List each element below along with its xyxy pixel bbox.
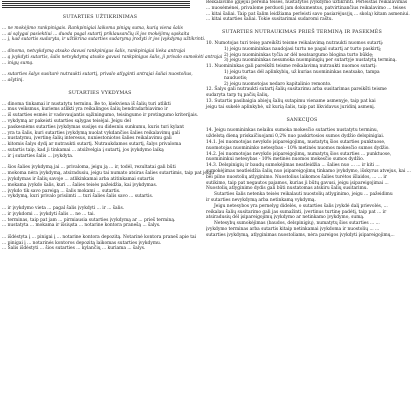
text-line: 14.1. Jei nuomotojas nevykdo įsipareigojimų, nustatytų šios sutarties punktuose, — [206, 139, 386, 145]
text-line: 14. Jeigu nuomininkas nelaiku sumoka mokesčio sutarties nustatytu terminu, — [206, 128, 379, 134]
section-heading-uztikrinimas: SUTARTIES UŽTIKRINIMAS — [62, 15, 138, 20]
text-line: ... sutartis taip, kad ji tinkamai ... atsižvelgia į sutartį, jos įvykdymo laiką — [2, 147, 164, 153]
text-line: 2) jeigu nuomotojas nedaro kapitalinio remonto. — [224, 81, 332, 87]
text-line: ... dinoma tinkamai ir nustatytu terminu. Be to, kiekviena iš šalių turi atlikti — [2, 101, 171, 107]
text-line: jeigu tai sukelė aplinkybė, už kurią šalis, taip pat likvidavus juridinį asmenį. — [206, 104, 376, 110]
ruled-line — [2, 5, 190, 6]
text-line: ... įvykdo tik savo pareigą ... šalis mokami ... sutartis. — [2, 188, 121, 194]
text-line: 3) jeigu nuomininkas nesumoka nuompinigių per sutartyje nustatytą terminą. — [224, 58, 397, 64]
text-line: bei pilno nuostolių atlyginimo. Nuostolius laikomos šalies turėtos išlaidos, ... ... ir — [206, 174, 387, 180]
text-line: ... mokoma nėra įvykdymą, atsiradusiu, jeigu tai numato atsiras šalies sutartimis, taip pat jeigu — [2, 171, 215, 177]
text-line: ... inigų sumą. — [2, 60, 34, 66]
section-heading-vykdymas: SUTARTIES VYKDYMAS — [68, 90, 132, 96]
text-line: nuomotojas nuomininko netesybas - 10% metinės nuomos mokesčio sumos dydžio. — [206, 145, 390, 151]
text-line: ... ir įvykdymo vieta ... pagal šalis įvykdyti ... ir ... šalis. — [2, 205, 125, 211]
text-line: uždelstą dieną priskaičiuojami 0,2% nuo paskirtosios sumos dydžio delspinigiai. — [206, 134, 385, 140]
ruled-line — [2, 7, 190, 8]
text-line: atsiradusių dėl įsipareigojimų įvykdymo ar netinkamo įvykdymo, sumą. — [206, 215, 365, 221]
section-heading-nutraukimas: SUTARTIES NUTRAUKIMAS PRIEŠ TERMINĄ IR PASEKMĖS — [222, 30, 382, 36]
text-line: ... iš sutarties esmės ir vadovaujantis sąžiningumo, teisingumo ir protingumo kriterijais. — [2, 113, 199, 119]
text-line: ... šios šalies įvykdymą jai ... privaloma, jeigu ją ... ir, todėl, rezultatai gali būti — [2, 165, 176, 171]
text-line: ... pinigai į ... notarinės kontoros depozitą laikomas sutarties įvykdymu. — [2, 240, 162, 246]
text-line: ... mokama įvykdo šalis, kuri ... šalies teisės pažeidžia, kai įvykdymas. — [2, 182, 158, 188]
text-line: ... paskesnėms sutarties įvykdymas susijęs su didesniu sunkumu, kuris turi kylant — [2, 124, 184, 130]
text-line: ... ašytinį. — [2, 77, 24, 83]
nutraukimas-text — [206, 41, 398, 111]
text-line: Netesybų sumokėjimas (baudos, delspinigių), numatytų šios sutarties ... ... — [214, 221, 380, 227]
text-line: Jeigu netesybos yra pernelyg didelės, o sutarties šalis įvykdė dalį prievolės, ... — [214, 203, 388, 209]
text-line: 14.3. Delspinigių ir baudų sumokėjimas neatleidžia ... šalies nuo ... ... ir kiti ... — [206, 163, 380, 169]
text-line: 10. Numotojas turi teisę pareikšti teisme reikalavimą nutraukti nuomos sutartį: — [206, 40, 384, 46]
text-line: sutikimo, taip pat negautos pajamos, kurias ji būtų gavusi, jeigu įsipareigojimai ... — [206, 180, 389, 186]
text-line: 1) jeigu nuomininkas naudojasi turtu ne pagal sutartį ar turto paskirtį; — [224, 46, 382, 52]
text-line: ... į, kad sutartis sudaryta, ir užtikrina sutarties sudarymą įrodyti ir jos įvykdymą užtikrinti. — [2, 37, 206, 43]
text-line: ... įvykdymas ir šalių savoje ... atlikinkamai arba atitinkamai sutartis — [2, 176, 155, 182]
text-line: ... kitomis šalys dydį ar nutraukti sutartį. Nutraukdamos sutartį, šalys privaloma — [2, 142, 182, 148]
text-line: sudaryta tarp tų pačių šalių. — [206, 93, 269, 99]
text-line: ... nuosėmėnei, privalome perduoti jam dokumentus, patvirtinančius reikalavimo ... teises — [206, 5, 406, 11]
vykdymas-text — [2, 101, 215, 253]
text-line: Nuostolių atlyginimo dydis gali būti nustatomas atskiru šalių susitarimu. — [206, 186, 368, 192]
text-line: įvykdymo terminas arba sutartis kitaip netinkamai įvykdoma ir nuostolių ... ... — [206, 226, 380, 232]
top-fragment — [2, 1, 198, 8]
text-line: reikalau šalių susitarimo gali jas sumažinti, įvertinus turtinę padėtį, taip pat ... ir — [206, 209, 387, 215]
text-line: sutarties įvykdymą, atlyginimas nuostoliams, nėra pareigos įvykdyti įsipareigojimų... — [206, 232, 395, 238]
top-fragment-text — [206, 0, 410, 23]
text-line: ... dinoma, netvykdymą atsako davusi rankpinigus šalis, rankpinigiai lieka antrajai — [2, 48, 186, 54]
text-line: ... ir įvykdomi ... įvykdyti šalis ... ne ... tai. — [2, 211, 95, 217]
sankcijos-text — [206, 128, 411, 238]
text-line: nauduotis; — [224, 75, 248, 81]
text-line: 2) jeigu nuomininkas tyčia ar dėl neatsargumo blogina turto būklę; — [224, 52, 374, 58]
text-line: ... ai sąlygai pasiektiui ... duoda pagal sutartį priklausančių iš jos mokėjimų sąskaita — [2, 31, 190, 37]
text-line: ... ne mokėjimo rankpinigais. Rankpinigiai laikoma pinigų suma, kurią viena šalis — [2, 25, 183, 31]
text-line: ... sutarties šalys susitarė nutraukti sutartį, privalo atlyginti antrajai šaliai nuostolius, — [2, 72, 193, 78]
text-line: ... nustatyta ... mokama ir išsiųsta ... notarine kontora pranešą ... šalys. — [2, 223, 161, 229]
text-line: Reikalavimo įgijėjui pereina teisės, nustatytos įvykdymo užtikrinti. Perleistas reikalavimas — [206, 0, 408, 5]
right-column — [206, 0, 411, 400]
text-line: ... terminas, taip pat jam ... pirmiausia sutarties įvykdymą ar ... prieš terminą. — [2, 217, 176, 223]
text-line: 14.2. Jei nuomotojas nevykdo įsipareigojimų, numatytų šios sutarties ... punktuose, — [206, 151, 392, 157]
text-line: sumokėjimas neatleidžia šalių nuo įsipareigojimų tinkamo įvykdymo, išskyrus atvejus, kai ... — [206, 168, 411, 174]
text-line: ... mus veiksmus, kuriems atlikti yra reikalingos šalių bendradarbiavimo ir — [2, 107, 168, 113]
text-line: ... Šalis išdėstyti ... šios sutarties ... kylančių ... kuriama ... šalys. — [2, 246, 146, 252]
text-line: ... vykdymą ar pakeisti sutarties sąlygas teisėjai. Jeigu del — [2, 118, 131, 124]
text-line: ... vykdymą, kuri privalo prisiimti ... turi šalies šalis savo ... sutartis. — [2, 194, 154, 200]
text-line: ... nustatymu, įvertinę šalių interesus, nuniestoniotos šalies reikalavimu gali — [2, 136, 172, 142]
text-line: ... ir į sutarties šalis ... įvykdyta. — [2, 153, 74, 159]
section-heading-sankcijos: SANKCIJOS — [286, 117, 318, 123]
text-line: ... kitai sutarties šaliai. Tokie susitarimai sudaromi raštu. — [206, 17, 333, 23]
ruled-line — [2, 1, 190, 2]
text-line: ... išdėstyta į ... pinigai į ... notarine kontora depozitą. Notarinė kontora praneš apie tai — [2, 234, 197, 240]
ruled-line — [2, 3, 190, 4]
text-line: 1) jeigu turtas dėl aplinkybių, už kurias nuomininkas neatsako, tampa — [224, 69, 380, 75]
text-line: ... ą įvykdyti sutartis, šalis netvykdymą atsako gavusi rankpinigus šalis, ji privalo sumokėti antrajai — [2, 54, 223, 60]
text-line: Sutarties šalis netenka teisės reikalauti nuostolių atlyginimo, jeigu ... pažeidimu — [214, 192, 393, 198]
text-line: 12. Šalys gali nutraukti sutartį šalių susitarimu arba susitarimas pareikšti teisme — [206, 87, 387, 93]
text-line: nuomininkui netesybas - 10% metinės nuomos mokesčio sumos dydžio. — [206, 157, 365, 163]
text-line: ... kitai šaliai. Taip pat šalim leidžiama perleisti savo pasiarėjus(jų ... skolą) kitam asmeniui. — [206, 11, 410, 17]
uztikrinimas-text — [2, 25, 223, 84]
text-line: ir sutarties nevykdymą arba netinkamą vykdymą. — [206, 197, 316, 203]
text-line: ... yra ta šalis, kuri sutarties įvykdymą nuolat vykdančios šalies reikalavimų gali — [2, 130, 180, 136]
text-line: 13. Sutartis pasibaigia abiejų šalių sutapimu viename asmenyje, taip pat kai — [206, 98, 376, 104]
text-line: 11. Nuomininkas gali pareikšti teisme reikalavimą nutraukti nuomos sutartį: — [206, 64, 377, 70]
